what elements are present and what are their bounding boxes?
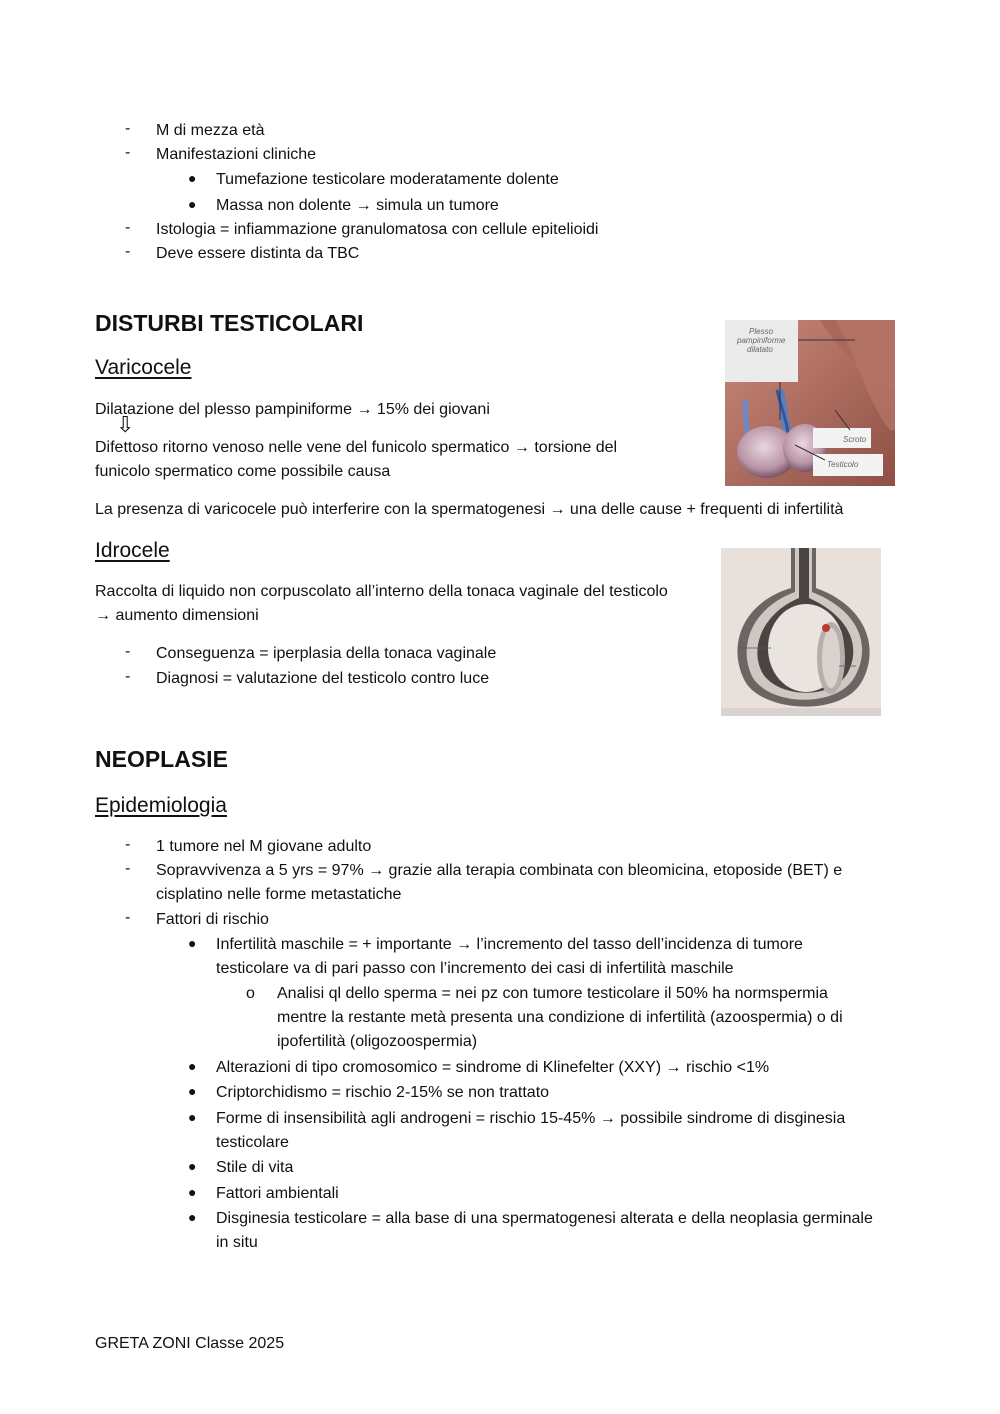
idrocele-paragraph-line-2: → aumento dimensioni [95, 607, 259, 624]
list-bullet: ● [188, 1058, 197, 1074]
list-item: Criptorchidismo = rischio 2-15% se non trattato [216, 1084, 550, 1101]
figure-label-plexus-2: pampiniforme [737, 336, 786, 345]
list-bullet: ● [188, 1209, 197, 1225]
list-bullet: ● [188, 1184, 197, 1200]
figure-label-testicolo: Testicolo [827, 460, 859, 469]
list-bullet: ● [188, 935, 197, 951]
subsection-title-idrocele: Idrocele [95, 539, 170, 562]
list-item-continuation: testicolare [216, 1134, 289, 1151]
list-bullet: ● [188, 1083, 197, 1099]
list-item: Stile di vita [216, 1159, 294, 1176]
list-item: Alterazioni di tipo cromosomico = sindrome di Klinefelter (XXY) → rischio <1% [216, 1059, 770, 1076]
subsection-title-varicocele: Varicocele [95, 356, 192, 379]
list-dash: - [125, 144, 131, 161]
list-dash: - [125, 668, 131, 685]
list-item-continuation: ipofertilità (oligozoospermia) [277, 1033, 478, 1050]
varicocele-figure [725, 320, 895, 486]
figure-label-plexus-3: dilatato [747, 345, 773, 354]
idrocele-illustration [721, 548, 881, 716]
list-dash: - [125, 243, 131, 260]
list-item: Diagnosi = valutazione del testicolo contro luce [156, 670, 490, 687]
subsection-title-epidemiologia: Epidemiologia [95, 794, 227, 817]
list-dash: - [125, 836, 131, 853]
list-item: Conseguenza = iperplasia della tonaca vaginale [156, 645, 497, 662]
section-title-disturbi: DISTURBI TESTICOLARI [95, 310, 364, 336]
list-bullet: ● [188, 170, 197, 186]
varicocele-paragraph-2-line-1: Difettoso ritorno venoso nelle vene del funicolo spermatico → torsione del [95, 439, 618, 456]
varicocele-paragraph-3: La presenza di varicocele può interferire con la spermatogenesi → una delle cause + frequenti di infertilità [95, 501, 844, 518]
list-item-continuation: cisplatino nelle forme metastatiche [156, 886, 402, 903]
list-dash: - [125, 643, 131, 660]
list-item: Infertilità maschile = + importante → l’incremento del tasso dell’incidenza di tumore [216, 936, 803, 953]
list-bullet: ● [188, 196, 197, 212]
list-item: 1 tumore nel M giovane adulto [156, 838, 372, 855]
varicocele-paragraph-2-line-2: funicolo spermatico come possibile causa [95, 463, 391, 480]
list-item: Deve essere distinta da TBC [156, 245, 360, 262]
list-item: Forme di insensibilità agli androgeni = rischio 15-45% → possibile sindrome di disginesia [216, 1110, 846, 1127]
list-item: Massa non dolente → simula un tumore [216, 197, 499, 214]
idrocele-paragraph-line-1: Raccolta di liquido non corpuscolato all’interno della tonaca vaginale del testicolo [95, 583, 668, 600]
figure-label-scroto: Scroto [843, 435, 867, 444]
list-item: Istologia = infiammazione granulomatosa con cellule epitelioidi [156, 221, 599, 238]
figure-label-plexus-1: Plesso [749, 327, 774, 336]
list-item-continuation: testicolare va di pari passo con l’incremento dei casi di infertilità maschile [216, 960, 734, 977]
list-item: M di mezza età [156, 122, 265, 139]
list-bullet: ● [188, 1109, 197, 1125]
list-item: Disginesia testicolare = alla base di una spermatogenesi alterata e della neoplasia germinale [216, 1210, 873, 1227]
list-dash: - [125, 219, 131, 236]
idrocele-figure [721, 548, 881, 716]
list-item: Analisi ql dello sperma = nei pz con tumore testicolare il 50% ha normspermia [277, 985, 828, 1002]
list-item: Fattori di rischio [156, 911, 269, 928]
list-item: Manifestazioni cliniche [156, 146, 317, 163]
varicocele-paragraph-1: Dilatazione del plesso pampiniforme → 15% dei giovani [95, 401, 490, 418]
list-dash: - [125, 860, 131, 877]
list-item: Fattori ambientali [216, 1185, 339, 1202]
list-bullet: ● [188, 1158, 197, 1174]
list-item-continuation: in situ [216, 1234, 258, 1251]
list-item-continuation: mentre la restante metà presenta una condizione di infertilità (azoospermia) o di [277, 1009, 843, 1026]
page-footer: GRETA ZONI Classe 2025 [95, 1335, 285, 1352]
section-title-neoplasie: NEOPLASIE [95, 746, 228, 772]
list-dash: - [125, 120, 131, 137]
list-dash: - [125, 909, 131, 926]
list-circle-marker: o [246, 985, 255, 1002]
list-item: Tumefazione testicolare moderatamente dolente [216, 171, 559, 188]
down-arrow-icon: ⇩ [116, 412, 135, 437]
list-item: Sopravvivenza a 5 yrs = 97% → grazie alla terapia combinata con bleomicina, etoposide (BET) e [156, 862, 843, 879]
